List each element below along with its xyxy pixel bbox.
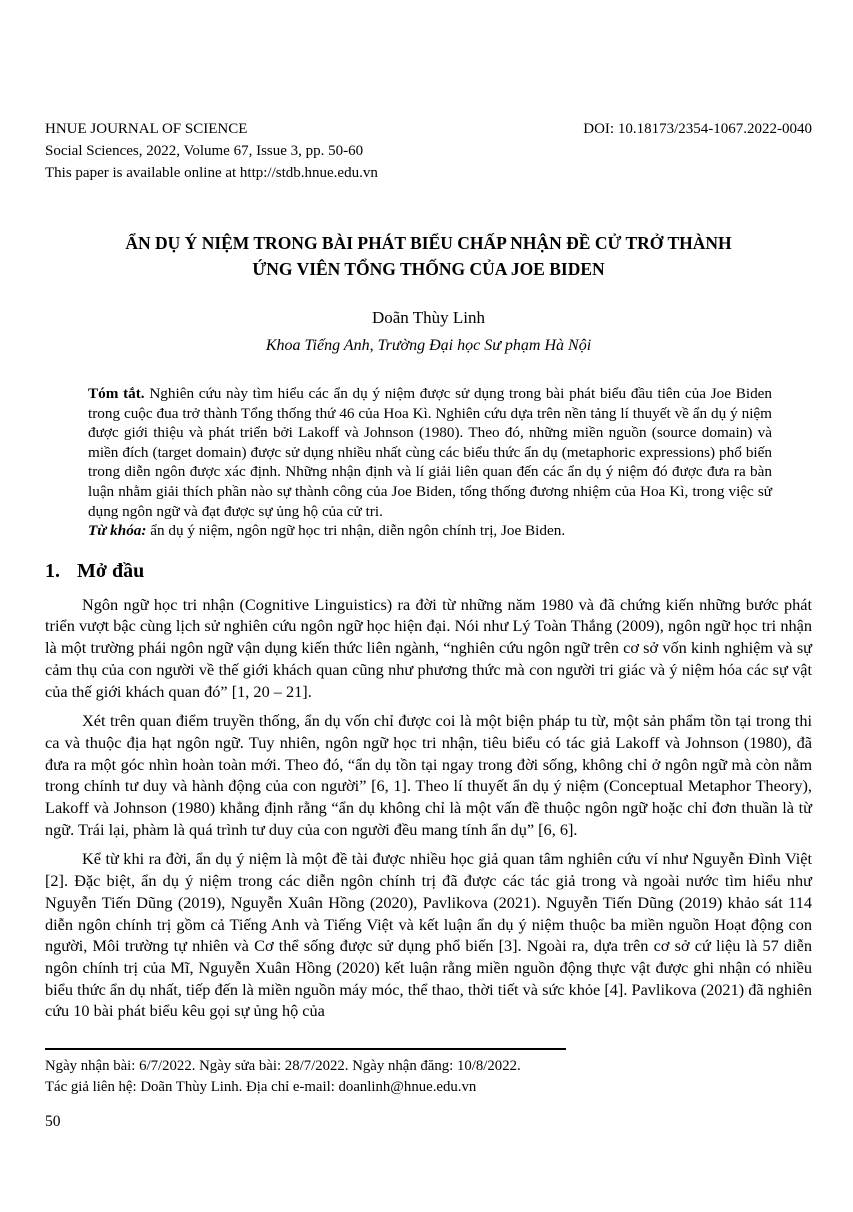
author-name: Doãn Thùy Linh <box>371 308 485 327</box>
keywords-text: ẩn dụ ý niệm, ngôn ngữ học tri nhận, diễn ngôn chính trị, Joe Biden. <box>146 522 566 540</box>
footnote-rule <box>45 1048 566 1050</box>
abstract-label: Tóm tắt. <box>88 385 145 402</box>
keywords-label: Từ khóa: <box>88 522 147 540</box>
section-1-number: 1. <box>45 559 60 582</box>
journal-header-row <box>45 118 812 140</box>
abstract-text: Nghiên cứu này tìm hiểu các ẩn dụ ý niệm được sử dụng trong bài phát biểu đầu tiên của Joe Biden trong cuộc đua trở thành Tổng thống thứ 46 của Hoa Kì. Nghiên cứu dựa trên nền tảng lí thuyết về ẩn dụ ý niệm được giới thiệu và phát triển bởi Lakoff và Johnson (1980). Theo đó, những miền nguồn (source domain) và miền đích (target domain) được sử dụng nhiều nhất cùng các biểu thức ẩn dụ (metaphoric expressions) phổ biến trong diễn ngôn được xác định. Những nhận định và lí giải liên quan đến các ẩn dụ ý niệm đó được đưa ra bàn luận nhằm giải thích phần nào sự thành công của Joe Biden, tổng thống đương nhiệm của Hoa Kì, trong việc sử dụng ngôn ngữ và đạt được sự ủng hộ của cử tri. <box>88 385 772 520</box>
paragraph: Ngôn ngữ học tri nhận (Cognitive Linguistics) ra đời từ những năm 1980 và đã chứng kiến những bước phát triển vượt bậc cùng lịch sử nghiên cứu ngôn ngữ học hiện đại. Nói như Lý Toàn Thắng (2009), ngôn ngữ học tri nhận là một trường phái ngôn ngữ vận dụng kiến thức liên ngành, “nghiên cứu ngôn ngữ trên cơ sở vốn kinh nghiệm và sự cảm thụ của con người về thế giới khách quan cũng như phương thức mà con người tri giác và ý niệm hóa các sự vật của thế giới khách quan đó” [1, 20 – 21]. <box>45 594 812 701</box>
paper-title: ẨN DỤ Ý NIỆM TRONG BÀI PHÁT BIỂU CHẤP NHẬN ĐỀ CỬ TRỞ THÀNH ỨNG VIÊN TỔNG THỐNG CỦA JOE BIDEN <box>125 233 732 279</box>
section-1-heading <box>45 557 812 585</box>
footnote-contact: Tác giả liên hệ: Doãn Thùy Linh. Địa chỉ e-mail: doanlinh@hnue.edu.vn <box>45 1079 477 1095</box>
issue-info: Social Sciences, 2022, Volume 67, Issue 3, pp. 50-60 <box>45 143 364 159</box>
availability-note: This paper is available online at http://stdb.hnue.edu.vn <box>45 165 378 181</box>
section-1-title: Mở đầu <box>77 559 145 582</box>
abstract <box>88 384 772 521</box>
footnote-dates: Ngày nhận bài: 6/7/2022. Ngày sửa bài: 28/7/2022. Ngày nhận đăng: 10/8/2022. <box>45 1058 521 1074</box>
paragraph: Xét trên quan điểm truyền thống, ẩn dụ vốn chỉ được coi là một biện pháp tu từ, một sản phẩm tồn tại trong thi ca và thuộc địa hạt ngôn ngữ. Tuy nhiên, ngôn ngữ học tri nhận, tiêu biểu có tác giả Lakoff và Johnson (1980), đã đưa ra một góc nhìn hoàn toàn mới. Theo đó, “ẩn dụ tồn tại ngay trong đời sống, không chỉ ở ngôn ngữ mà còn nằm trong chính tư duy và hành động của con người” [6, 1]. Theo lí thuyết ẩn dụ ý niệm (Conceptual Metaphor Theory), Lakoff và Johnson (1980) khẳng định rằng “ẩn dụ không chỉ là một vấn đề thuộc ngôn ngữ hoặc chỉ đơn thuần là từ ngữ. Trái lại, phàm là quá trình tư duy của con người đều mang tính ẩn dụ” [6, 6]. <box>45 711 812 839</box>
keywords <box>88 521 772 541</box>
doi: DOI: 10.18173/2354-1067.2022-0040 <box>583 121 812 137</box>
page-number: 50 <box>45 1113 61 1130</box>
author-affiliation: Khoa Tiếng Anh, Trường Đại học Sư phạm Hà Nội <box>265 337 592 354</box>
journal-name: HNUE JOURNAL OF SCIENCE <box>45 121 248 137</box>
paragraph: Kể từ khi ra đời, ẩn dụ ý niệm là một đề tài được nhiều học giả quan tâm nghiên cứu ví như Nguyễn Đình Việt [2]. Đặc biệt, ẩn dụ ý niệm trong các diễn ngôn chính trị đã được các tác giả trong và ngoài nước tìm hiểu như Nguyễn Tiến Dũng (2019), Nguyễn Xuân Hồng (2020), Pavlikova (2021). Nguyễn Tiến Dũng (2019) khảo sát 114 diễn ngôn chính trị gồm cả Tiếng Anh và Tiếng Việt và kết luận ẩn dụ ý niệm thuộc ba miền nguồn Hoạt động con người, Môi trường tự nhiên và Cơ thể sống được sử dụng phổ biến [3]. Ngoài ra, dựa trên cơ sở cứ liệu là 57 diễn ngôn chính trị của Mĩ, Nguyễn Xuân Hồng (2020) kết luận rằng miền nguồn động thực vật được ghi nhận có nhiều biểu thức ẩn dụ nhất, tiếp đến là miền nguồn máy móc, thể thao, thời tiết và sức khỏe [4]. Pavlikova (2021) đã nghiên cứu 10 bài phát biểu kêu gọi sự ủng hộ của <box>45 849 812 1021</box>
footnote-block <box>45 1048 812 1098</box>
